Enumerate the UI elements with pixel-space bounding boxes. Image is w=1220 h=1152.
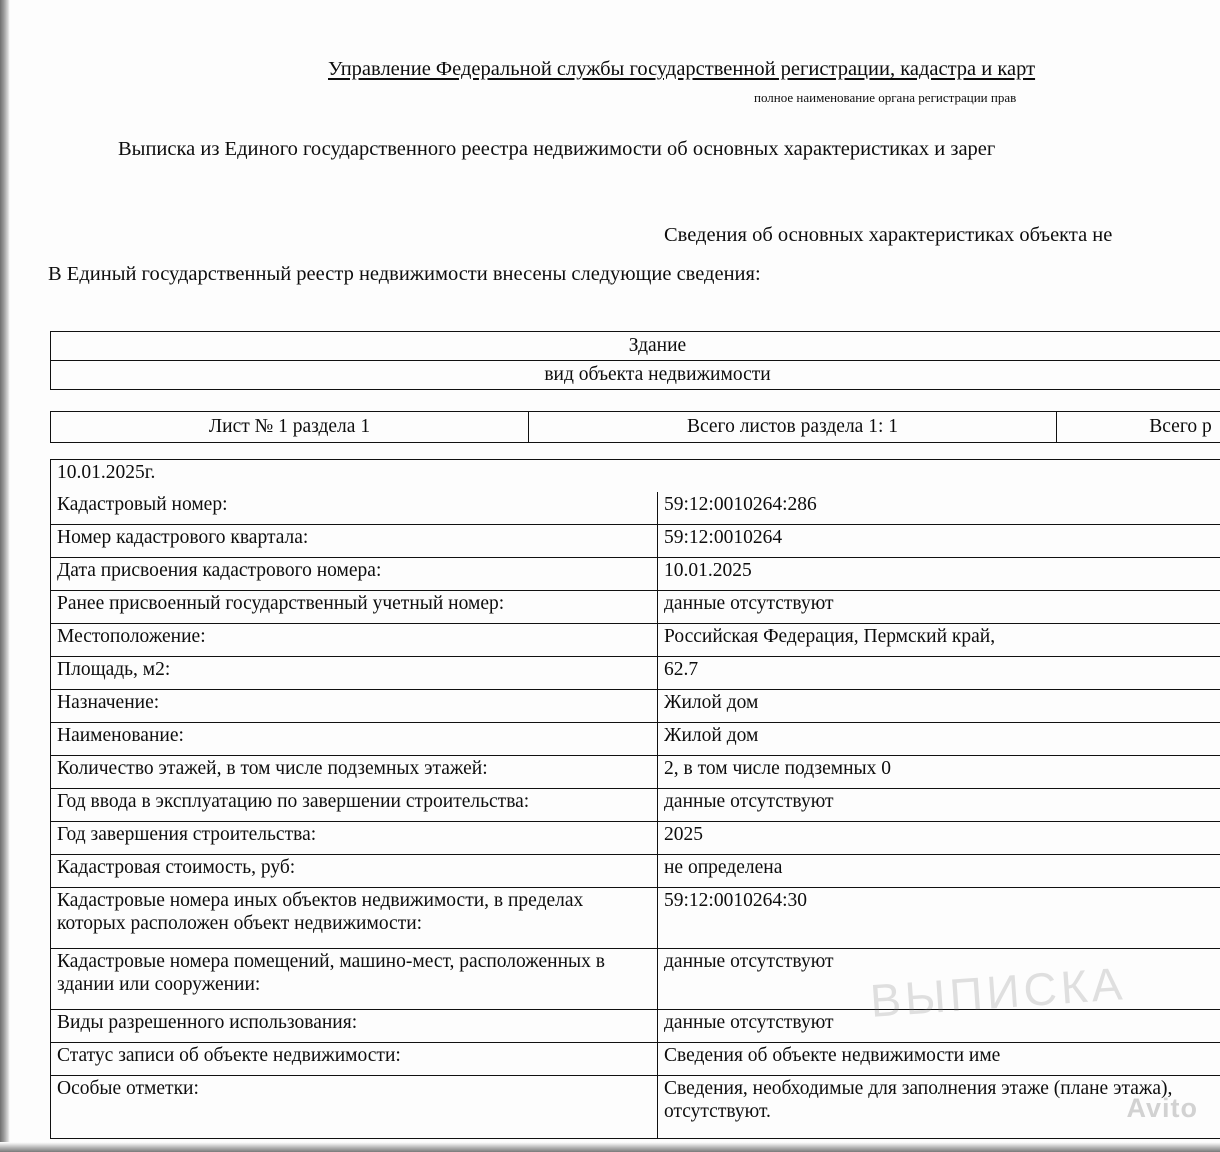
table-row	[51, 690, 1220, 723]
row-label: Кадастровая стоимость, руб:	[51, 855, 658, 888]
sheets-row	[51, 412, 1220, 443]
table-row	[51, 789, 1220, 822]
table-row	[51, 624, 1220, 657]
table-row	[51, 888, 1220, 949]
row-value: 59:12:0010264:286	[658, 492, 1220, 525]
total-section-sheets: Всего листов раздела 1: 1	[529, 412, 1057, 443]
object-type-value-row	[51, 332, 1220, 361]
row-label: Номер кадастрового квартала:	[51, 525, 658, 558]
table-row	[51, 723, 1220, 756]
table-row	[51, 822, 1220, 855]
row-label: Дата присвоения кадастрового номера:	[51, 558, 658, 591]
row-label: Кадастровые номера иных объектов недвижимости, в пределах которых расположен объект недвижимости:	[51, 888, 658, 949]
table-row	[51, 1043, 1220, 1076]
object-type-table	[50, 331, 1220, 390]
row-value: Жилой дом	[658, 690, 1220, 723]
row-value: данные отсутствуют	[658, 789, 1220, 822]
table-row	[51, 525, 1220, 558]
row-value: данные отсутствуют	[658, 591, 1220, 624]
row-label: Статус записи об объекте недвижимости:	[51, 1043, 658, 1076]
organization-caption: полное наименование органа регистрации прав	[754, 90, 1017, 105]
row-value: 2025	[658, 822, 1220, 855]
row-label: Год завершения строительства:	[51, 822, 658, 855]
table-row	[51, 492, 1220, 525]
document-date: 10.01.2025г.	[51, 460, 1220, 493]
row-value: данные отсутствуют	[658, 949, 1220, 1010]
row-value: Жилой дом	[658, 723, 1220, 756]
section-title: Сведения об основных характеристиках объекта не	[664, 224, 1113, 246]
table-row	[51, 756, 1220, 789]
row-value: Российская Федерация, Пермский край,	[658, 624, 1220, 657]
page-edge-left	[0, 0, 10, 1152]
row-value: 10.01.2025	[658, 558, 1220, 591]
document-sheet	[10, 0, 1220, 1142]
table-row	[51, 1076, 1220, 1139]
row-label: Наименование:	[51, 723, 658, 756]
properties-table	[50, 459, 1220, 1139]
sheets-table	[50, 411, 1220, 443]
intro-text: В Единый государственный реестр недвижимости внесены следующие сведения:	[48, 263, 761, 285]
row-label: Виды разрешенного использования:	[51, 1010, 658, 1043]
table-row	[51, 460, 1220, 493]
row-label: Ранее присвоенный государственный учетный номер:	[51, 591, 658, 624]
total-sheets: Всего р	[1057, 412, 1220, 443]
object-type-value: Здание	[51, 332, 1220, 361]
row-value: 59:12:0010264:30	[658, 888, 1220, 949]
row-value: 2, в том числе подземных 0	[658, 756, 1220, 789]
row-label: Местоположение:	[51, 624, 658, 657]
table-row	[51, 591, 1220, 624]
row-value: 62.7	[658, 657, 1220, 690]
table-row	[51, 558, 1220, 591]
table-row	[51, 855, 1220, 888]
row-label: Кадастровые номера помещений, машино-мест, расположенных в здании или сооружении:	[51, 949, 658, 1010]
page-edge-bottom	[0, 1142, 1220, 1152]
watermark-center: ВЫПИСКА	[868, 957, 1128, 1027]
row-value: Сведения об объекте недвижимости име	[658, 1043, 1220, 1076]
watermark-avito: Avito	[1126, 1093, 1198, 1123]
table-row	[51, 1010, 1220, 1043]
row-value: Сведения, необходимые для заполнения этаже (плане этажа), отсутствуют.	[658, 1076, 1220, 1139]
row-value: не определена	[658, 855, 1220, 888]
row-label: Площадь, м2:	[51, 657, 658, 690]
organization-title: Управление Федеральной службы государственной регистрации, кадастра и карт	[328, 58, 1036, 80]
row-value: данные отсутствуют	[658, 1010, 1220, 1043]
row-value: 59:12:0010264	[658, 525, 1220, 558]
row-label: Назначение:	[51, 690, 658, 723]
table-row	[51, 657, 1220, 690]
table-row	[51, 949, 1220, 1010]
row-label: Особые отметки:	[51, 1076, 658, 1139]
row-label: Год ввода в эксплуатацию по завершении строительства:	[51, 789, 658, 822]
object-type-caption-row	[51, 361, 1220, 390]
sheet-number: Лист № 1 раздела 1	[51, 412, 529, 443]
row-label: Кадастровый номер:	[51, 492, 658, 525]
row-label: Количество этажей, в том числе подземных этажей:	[51, 756, 658, 789]
object-type-caption: вид объекта недвижимости	[51, 361, 1220, 390]
document-title: Выписка из Единого государственного реестра недвижимости об основных характеристиках и зарег	[118, 138, 996, 160]
